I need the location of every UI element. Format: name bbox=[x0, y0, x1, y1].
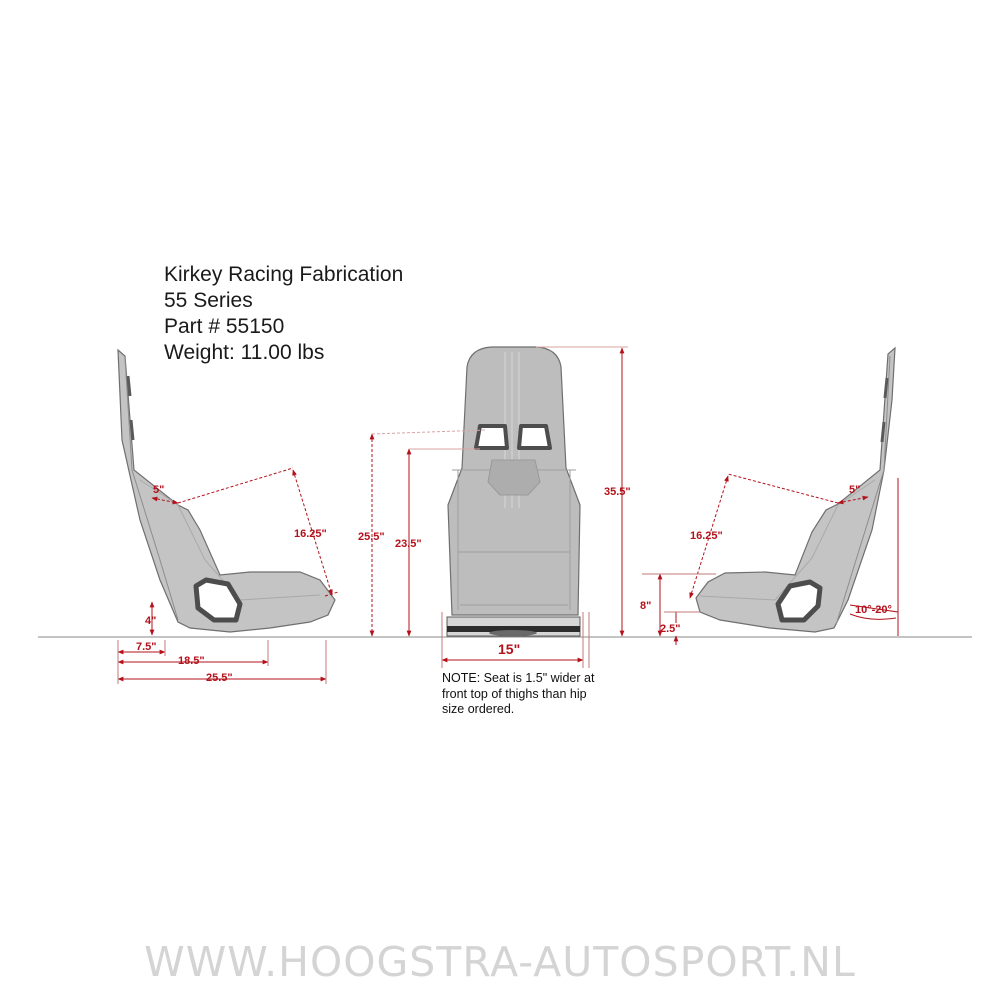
seat-side-view-left bbox=[118, 350, 335, 632]
manufacturer-name: Kirkey Racing Fabrication bbox=[164, 263, 404, 286]
title-block bbox=[164, 262, 403, 366]
dim-depth-to-back-left: 7.5" bbox=[136, 641, 157, 653]
dim-overall-depth-left: 25.5" bbox=[206, 672, 233, 684]
dim-hip-width-front: 15" bbox=[498, 641, 521, 657]
part-number: Part # 55150 bbox=[164, 315, 285, 338]
seat-front-view bbox=[447, 347, 580, 636]
dim-seat-clearance-right: 2.5" bbox=[660, 623, 681, 635]
shoulder-belt-slot-left bbox=[476, 426, 507, 448]
dim-hip-height-left: 4" bbox=[145, 615, 157, 627]
dim-front-height-right: 8" bbox=[640, 600, 652, 612]
dim-back-to-front-left: 16.25" bbox=[294, 528, 327, 540]
dim-shoulder-height-front: 25.5" bbox=[358, 531, 385, 543]
dim-depth-to-knee-left: 18.5" bbox=[178, 655, 205, 667]
dim-shoulder-opening-left: 5" bbox=[153, 484, 165, 496]
dim-recline-angle-right: 10°-20° bbox=[855, 604, 892, 616]
shoulder-belt-slot-right bbox=[519, 426, 550, 448]
width-note: NOTE: Seat is 1.5" wider at front top of thighs than hip size ordered. bbox=[442, 671, 595, 716]
dim-shoulder-opening-right: 5" bbox=[849, 484, 861, 496]
series-name: 55 Series bbox=[164, 289, 253, 312]
dim-belt-slot-height-front: 23.5" bbox=[395, 538, 422, 550]
dim-overall-height-front: 35.5" bbox=[604, 486, 631, 498]
seat-weight: Weight: 11.00 lbs bbox=[164, 341, 325, 364]
dim-back-to-front-right: 16.25" bbox=[690, 530, 723, 542]
seat-side-view-right bbox=[696, 348, 895, 632]
watermark: WWW.HOOGSTRA-AUTOSPORT.NL bbox=[144, 938, 856, 986]
